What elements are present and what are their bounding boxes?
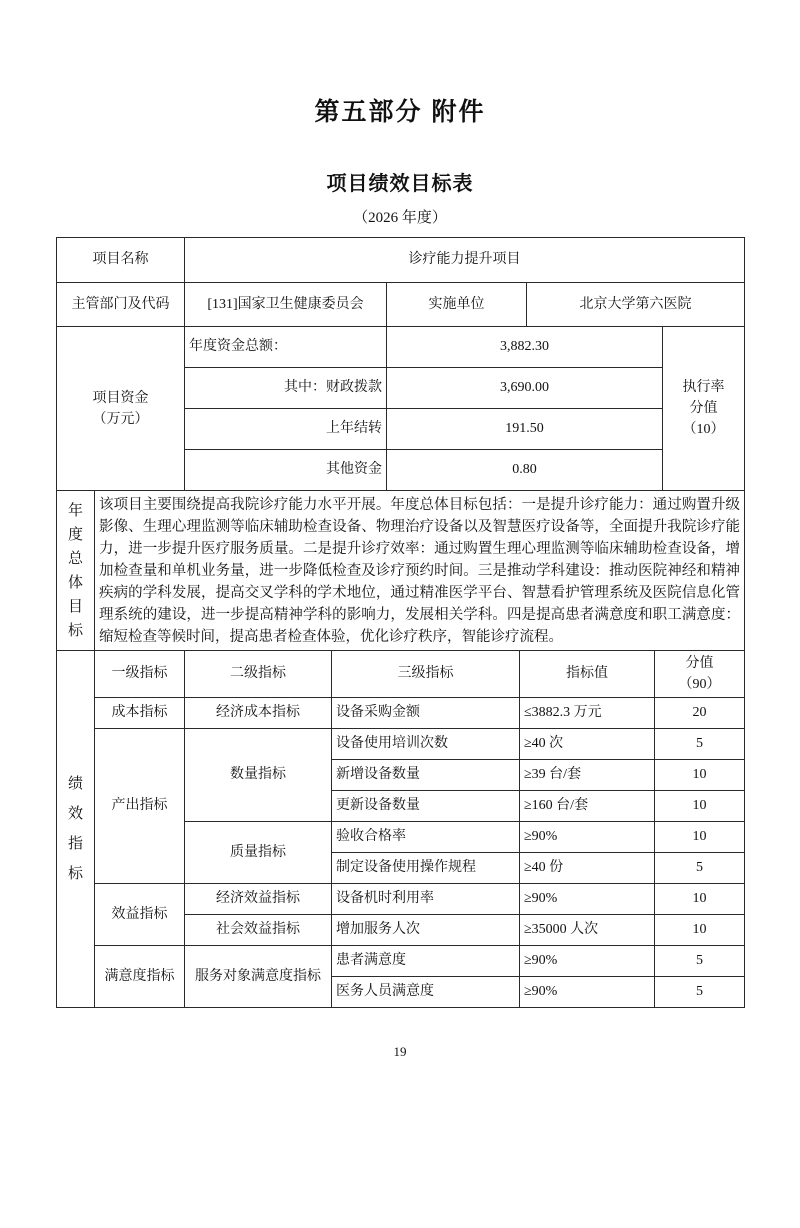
dept-code-value-cell: [131]国家卫生健康委员会: [185, 283, 387, 327]
header-value-cell: 指标值: [520, 651, 655, 698]
indicator-level1-cell: 效益指标: [95, 884, 185, 946]
indicator-level3-cell: 验收合格率: [332, 822, 520, 853]
dept-code-label-cell: 主管部门及代码: [57, 283, 185, 327]
indicator-value-cell: ≥40 份: [520, 853, 655, 884]
annual-goal-row: [57, 491, 745, 651]
page-number: 19: [393, 1044, 407, 1059]
indicator-value-cell: ≥40 次: [520, 729, 655, 760]
indicator-score-cell: 20: [655, 698, 745, 729]
header-score-line2: （90）: [678, 677, 721, 692]
annual-goal-text: 该项目主要围绕提高我院诊疗能力水平开展。年度总体目标包括：一是提升诊疗能力：通过购置升级影像、生理心理监测等临床辅助检查设备、物理治疗设备以及智慧医疗设备等，全面提升我院诊疗能力，进一步提升医疗服务质量。二是提升诊疗效率：通过购置生理心理监测等临床辅助检查设备，增加检查量和单机业务量，进一步降低检查及诊疗预约时间。三是推动学科建设：推动医院神经和精神疾病的学科发展，提高交叉学科的学术地位，通过精准医学平台、智慧看护管理系统及医院信息化管理系统的建设，进一步提高精神学科的影响力，发展相关学科。四是提高患者满意度和职工满意度：缩短检查等候时间，提高患者检查体验，优化诊疗秩序，智能诊疗流程。: [99, 496, 741, 645]
execution-rate-line3: （10）: [682, 422, 725, 437]
annual-goal-side-label: 年度总体目标: [67, 502, 83, 639]
indicator-level3-cell: 设备采购金额: [332, 698, 520, 729]
funding-section-label-cell: [57, 327, 185, 491]
execution-rate-cell: [663, 327, 745, 491]
execution-rate-line2: 分值: [689, 401, 718, 416]
funding-carryover-value-cell: 191.50: [387, 409, 663, 450]
indicator-row: [57, 884, 745, 915]
indicator-level1-cell: 成本指标: [95, 698, 185, 729]
indicator-level3-cell: 设备使用培训次数: [332, 729, 520, 760]
indicator-level2-cell: 经济效益指标: [185, 884, 332, 915]
funding-section-label-line1: 项目资金: [92, 390, 149, 406]
table-wrap: [56, 237, 744, 1008]
indicator-level2-cell: 社会效益指标: [185, 915, 332, 946]
annual-goal-text-cell: [95, 491, 745, 651]
indicator-row: [57, 729, 745, 760]
funding-other-value-cell: 0.80: [387, 450, 663, 491]
impl-unit-value-cell: 北京大学第六医院: [527, 283, 745, 327]
indicator-score-cell: 10: [655, 915, 745, 946]
indicator-row: [57, 946, 745, 977]
indicator-value-cell: ≥90%: [520, 884, 655, 915]
indicator-value-cell: ≥90%: [520, 822, 655, 853]
funding-section-label-line2: （万元）: [92, 411, 149, 427]
indicator-level3-cell: 设备机时利用率: [332, 884, 520, 915]
execution-rate-line1: 执行率: [682, 380, 725, 395]
indicator-value-cell: ≥90%: [520, 946, 655, 977]
header-level3-cell: 三级指标: [332, 651, 520, 698]
indicator-value-cell: ≥39 台/套: [520, 760, 655, 791]
indicator-level3-cell: 新增设备数量: [332, 760, 520, 791]
indicator-level1-cell: 产出指标: [95, 729, 185, 884]
indicator-level3-cell: 制定设备使用操作规程: [332, 853, 520, 884]
indicator-score-cell: 10: [655, 791, 745, 822]
indicator-score-cell: 10: [655, 822, 745, 853]
indicator-value-cell: ≥90%: [520, 977, 655, 1008]
indicators-side-label-cell: [57, 651, 95, 1008]
indicator-level3-cell: 患者满意度: [332, 946, 520, 977]
header-level1-cell: 一级指标: [95, 651, 185, 698]
funding-fiscal-label-cell: 其中：财政拨款: [185, 368, 387, 409]
header-score-cell: [655, 651, 745, 698]
header-level2-cell: 二级指标: [185, 651, 332, 698]
indicator-level3-cell: 增加服务人次: [332, 915, 520, 946]
indicator-score-cell: 5: [655, 977, 745, 1008]
funding-carryover-label-cell: 上年结转: [185, 409, 387, 450]
indicator-level3-cell: 更新设备数量: [332, 791, 520, 822]
dept-row: [57, 283, 745, 327]
header-score-line1: 分值: [685, 656, 714, 671]
indicator-score-cell: 10: [655, 884, 745, 915]
indicator-level1-cell: 满意度指标: [95, 946, 185, 1008]
performance-target-table: [56, 237, 745, 1008]
funding-total-value-cell: 3,882.30: [387, 327, 663, 368]
year-caption: （2026 年度）: [353, 210, 447, 226]
funding-row-total: [57, 327, 745, 368]
indicators-side-label: 绩效指标: [67, 776, 83, 882]
indicator-row: [57, 698, 745, 729]
impl-unit-label-cell: 实施单位: [387, 283, 527, 327]
funding-other-label-cell: 其他资金: [185, 450, 387, 491]
funding-fiscal-value-cell: 3,690.00: [387, 368, 663, 409]
indicator-level2-cell: 经济成本指标: [185, 698, 332, 729]
project-name-value-cell: 诊疗能力提升项目: [185, 238, 745, 283]
indicator-header-row: [57, 651, 745, 698]
funding-total-label-cell: 年度资金总额：: [185, 327, 387, 368]
indicator-level2-cell: 服务对象满意度指标: [185, 946, 332, 1008]
indicator-score-cell: 5: [655, 946, 745, 977]
indicator-value-cell: ≥160 台/套: [520, 791, 655, 822]
project-name-label-cell: 项目名称: [57, 238, 185, 283]
indicator-level3-cell: 医务人员满意度: [332, 977, 520, 1008]
indicator-level2-cell: 数量指标: [185, 729, 332, 822]
indicator-score-cell: 5: [655, 729, 745, 760]
part-title: 第五部分 附件: [314, 98, 486, 126]
indicator-score-cell: 10: [655, 760, 745, 791]
indicator-level2-cell: 质量指标: [185, 822, 332, 884]
document-page: [0, 97, 800, 1228]
indicator-value-cell: ≤3882.3 万元: [520, 698, 655, 729]
table-title: 项目绩效目标表: [326, 173, 474, 195]
indicator-score-cell: 5: [655, 853, 745, 884]
project-name-row: [57, 238, 745, 283]
indicator-value-cell: ≥35000 人次: [520, 915, 655, 946]
annual-goal-label-cell: [57, 491, 95, 651]
